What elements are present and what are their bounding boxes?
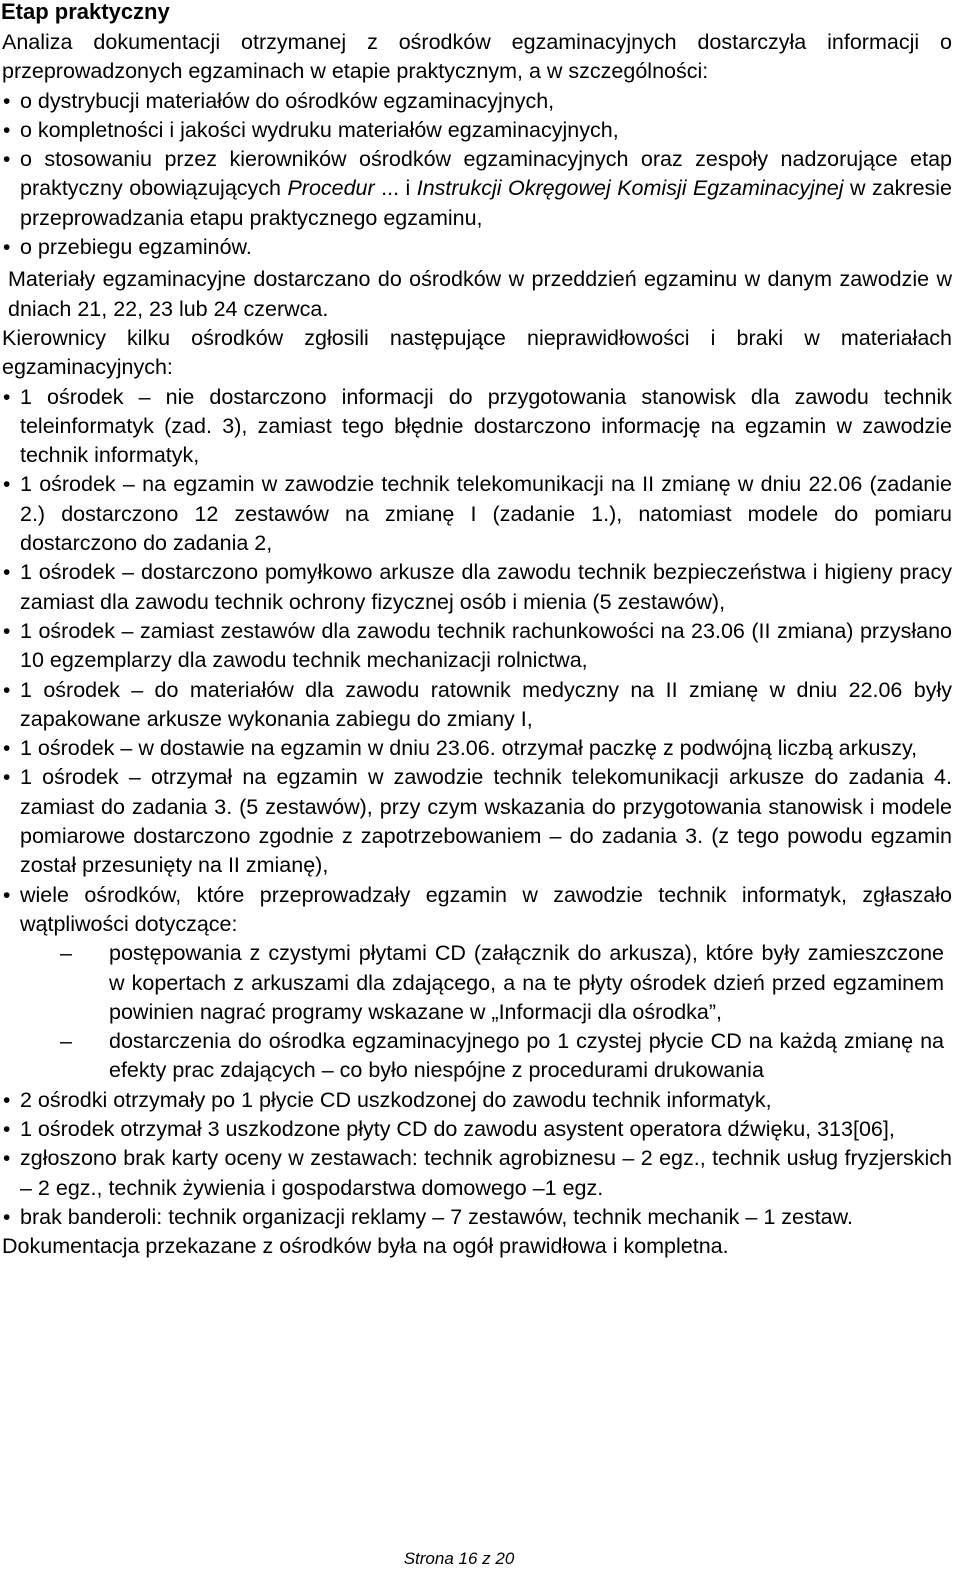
- managers-paragraph: Kierownicy kilku ośrodków zgłosili następujące nieprawidłowości i braki w materiałach egzaminacyjnych:: [2, 325, 952, 380]
- irregularity-item: • 1 ośrodek otrzymał 3 uszkodzone płyty CD do zawodu asystent operatora dźwięku, 313[06],: [0, 1115, 960, 1144]
- analysis-item: • o kompletności i jakości wydruku materiałów egzaminacyjnych,: [0, 116, 960, 145]
- irregularity-item: • zgłoszono brak karty oceny w zestawach: technik agrobiznesu – 2 egz., technik usług fryzjerskich – 2 egz., technik żywienia i gospodarstwa domowego –1 egz.: [0, 1144, 960, 1203]
- analysis-item: [0, 145, 960, 233]
- analysis-item-text: ... i: [374, 176, 417, 201]
- doubt-item: – dostarczenia do ośrodka egzaminacyjnego po 1 czystej płycie CD na każdą zmianę na efekty prac zdających – co było niespójne z procedurami drukowania: [20, 1027, 952, 1086]
- irregularity-item-text: wiele ośrodków, które przeprowadzały egzamin w zawodzie technik informatyk, zgłaszało wątpliwości dotyczące:: [20, 882, 952, 936]
- doubt-item: – postępowania z czystymi płytami CD (załącznik do arkusza), które były zamieszczone w kopertach z arkuszami dla zdającego, a na te płyty ośrodek dzień przed egzaminem powinien nagrać programy wskazane w „Informacji dla ośrodka”,: [20, 939, 952, 1027]
- irregularity-item: • 1 ośrodek – do materiałów dla zawodu ratownik medyczny na II zmianę w dniu 22.06 były zapakowane arkusze wykonania zabiegu do zmiany I,: [0, 676, 960, 735]
- analysis-list: [0, 87, 960, 263]
- irregularity-item: • 2 ośrodki otrzymały po 1 płycie CD uszkodzonej do zawodu technik informatyk,: [0, 1086, 960, 1115]
- final-paragraph: Dokumentacja przekazane z ośrodków była na ogół prawidłowa i kompletna.: [2, 1234, 729, 1259]
- irregularity-item: • brak banderoli: technik organizacji reklamy – 7 zestawów, technik mechanik – 1 zestaw.: [0, 1203, 960, 1232]
- irregularity-item: • 1 ośrodek – dostarczono pomyłkowo arkusze dla zawodu technik bezpieczeństwa i higieny pracy zamiast dla zawodu technik ochrony fizycznej osób i mienia (5 zestawów),: [0, 558, 960, 617]
- analysis-item: • o przebiegu egzaminów.: [0, 233, 960, 262]
- analysis-item-text: w zakresie przeprowadzania etapu praktycznego egzaminu,: [20, 176, 953, 230]
- instructions-reference: Instrukcji Okręgowej Komisji Egzaminacyjnej: [416, 176, 844, 201]
- section-title: Etap praktyczny: [1, 0, 170, 24]
- page-number-footer: Strona 16 z 20: [403, 1549, 515, 1568]
- irregularity-item: • 1 ośrodek – zamiast zestawów dla zawodu technik rachunkowości na 23.06 (II zmiana) przysłano 10 egzemplarzy dla zawodu technik mechanizacji rolnictwa,: [0, 617, 960, 676]
- doubts-sublist: [20, 939, 952, 1085]
- analysis-item-text: o stosowaniu przez kierowników ośrodków egzaminacyjnych oraz zespoły nadzorujące etap praktyczny obowiązujących: [20, 147, 952, 201]
- irregularity-item: • 1 ośrodek – otrzymał na egzamin w zawodzie technik telekomunikacji arkusze do zadania 4. zamiast do zadania 3. (5 zestawów), przy czym wskazania do przygotowania stanowisk i modele pomiarowe dostarczono zgodnie z zapotrzebowaniem – do zadania 3. (z tego powodu egzamin został przesunięty na II zmianę),: [0, 763, 960, 880]
- intro-paragraph: Analiza dokumentacji otrzymanej z ośrodków egzaminacyjnych dostarczyła informacji o przeprowadzonych egzaminach w etapie praktycznym, a w szczególności:: [2, 30, 952, 84]
- irregularity-item: • 1 ośrodek – na egzamin w zawodzie technik telekomunikacji na II zmianę w dniu 22.06 (zadanie 2.) dostarczono 12 zestawów na zmianę I (zadanie 1.), natomiast modele do pomiaru dostarczono do zadania 2,: [0, 470, 960, 558]
- procedures-reference: Procedur: [287, 176, 375, 201]
- irregularity-item: • 1 ośrodek – w dostawie na egzamin w dniu 23.06. otrzymał paczkę z podwójną liczbą arkuszy,: [0, 734, 960, 763]
- materials-paragraph: Materiały egzaminacyjne dostarczano do ośrodków w przeddzień egzaminu w danym zawodzie w dniach 21, 22, 23 lub 24 czerwca.: [8, 267, 952, 321]
- irregularity-item: [0, 881, 960, 1086]
- analysis-item: • o dystrybucji materiałów do ośrodków egzaminacyjnych,: [0, 87, 960, 116]
- irregularities-list: [0, 383, 960, 1233]
- irregularity-item: • 1 ośrodek – nie dostarczono informacji do przygotowania stanowisk dla zawodu technik teleinformatyk (zad. 3), zamiast tego błędnie dostarczono informację na egzamin w zawodzie technik informatyk,: [0, 383, 960, 471]
